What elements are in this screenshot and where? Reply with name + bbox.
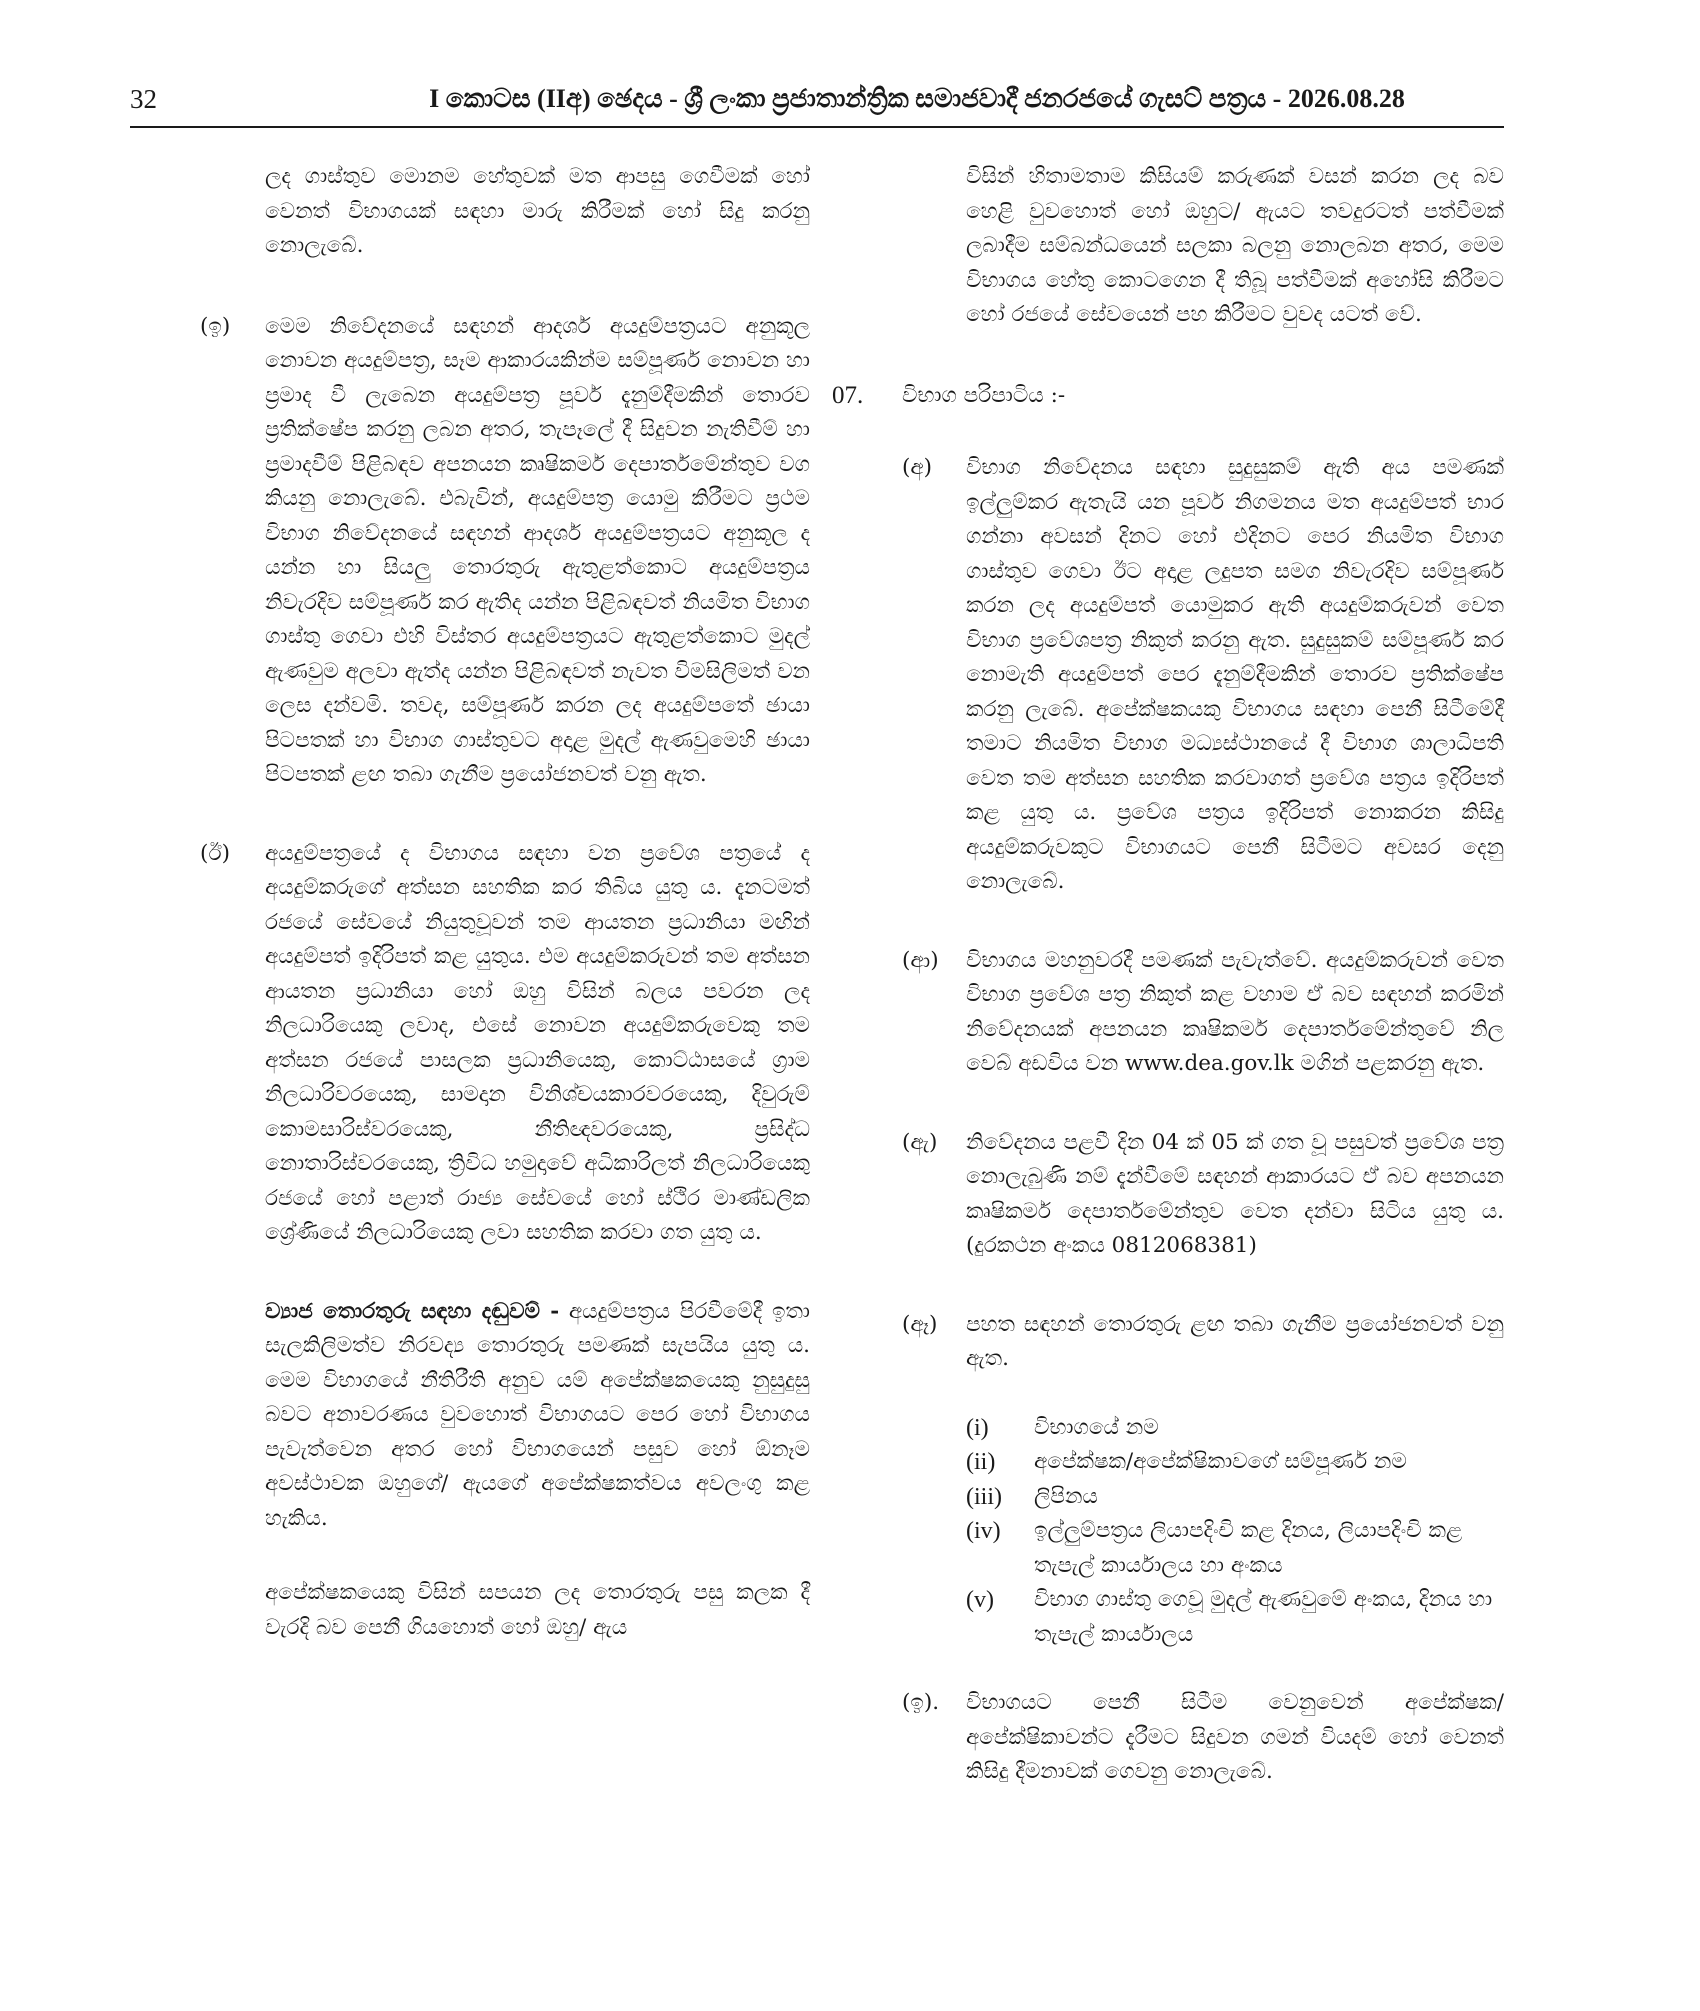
- list-number: (iv): [966, 1518, 1001, 1544]
- clause-ae: [902, 1126, 1504, 1264]
- clause-text: විභාගයට පෙනී සිටීම වෙනුවෙන් අපේක්ෂක/ අපේක්ෂිකාවන්ට දැරීමට සිදුවන ගමන් වියදම් හෝ වෙනත් කිසිදු දීමනාවක් ගෙවනු නොලැබේ.: [966, 1690, 1504, 1784]
- intro-paragraph: ලද ගාස්තුව මොනම හේතුවක් මත ආපසු ගෙවීමක් හෝ වෙනත් විභාගයක් සඳහා මාරු කිරීමක් හෝ සිදු කරනු නොලැබේ.: [265, 164, 810, 258]
- list-item: [966, 1514, 1504, 1583]
- continuation-paragraph: විසින් හිතාමතාම කිසියම් කරුණක් වසන් කරන ලද බව හෙළි වුවහොත් හෝ ඔහුට/ ඇයට තවදුරටත් පත්වීමක් ලබාදීම සම්බන්ධයෙන් සලකා බලනු නොලබන අතර, මෙම විභාගය හේතු කොටගෙන දී තිබූ පත්වීමක් අහෝසි කිරීමට හෝ රජයේ සේවයෙන් පහ කිරීමට වුවද යටත් වේ.: [966, 164, 1504, 327]
- list-item: [966, 1583, 1504, 1652]
- list-text: විභාග ගාස්තු ගෙවූ මුදල් ඇණවුමේ අංකය, දිනය හා තැපැල් කාර්යාලය: [1034, 1587, 1493, 1647]
- clause-text: විභාග නිවේදනය සඳහා සුදුසුකම් ඇති අය පමණක් ඉල්ලුම්කර ඇතැයි යන පූර්ව නිගමනය මත අයදුම්පත් භාර ගන්නා අවසන් දිනට හෝ එදිනට පෙර නියමිත විභාග ගාස්තුව ගෙවා ඊට අදාළ ලදුපත සමග නිවැරදිව සම්පූර්ණ කරන ලද අයදුම්පත් යොමුකර ඇති අයදුම්කරුවන් වෙත විභාග ප්‍රවේශපත්‍ර නිකුත් කරනු ඇත. සුදුසුකම් සම්පූර්ණ කර නොමැති අයදුම්පත් පෙර දැනුම්දීමකින් තොරව ප්‍රතික්ෂේප කරනු ලැබේ. අපේක්ෂකයකු විභාගය සඳහා පෙනී සිටීමේදී තමාට නියමිත විභාග මධ්‍යස්ථානයේ දී විභාග ශාලාධිපති වෙත තම අත්සන සහතික කරවාගත් ප්‍රවේශ පත්‍රය ඉදිරිපත් කළ යුතු ය. ප්‍රවේශ පත්‍රය ඉදිරිපත් නොකරන කිසිදු අයදුම්කරුවකුට විභාගයට පෙනී සිටීමට අවසර දෙනු නොලැබේ.: [966, 455, 1504, 894]
- clause-text: පහත සඳහන් තොරතුරු ළඟ තබා ගැනීම ප්‍රයෝජනවත් වනු ඇත.: [966, 1311, 1504, 1371]
- section-title: විභාග පරිපාටිය :-: [902, 382, 1066, 408]
- list-text: විභාගයේ නම: [1034, 1414, 1159, 1440]
- false-information-paragraph: [265, 1295, 810, 1537]
- list-item: [966, 1445, 1504, 1480]
- section-07: [832, 379, 1504, 414]
- right-column: [832, 160, 1504, 1834]
- paragraph-text: අයදුම්පත්‍රය පිරවීමේදී ඉතා සැලකිලිමත්ව නිරවද්‍ය තොරතුරු පමණක් සැපයිය යුතු ය. මෙම විභාගයේ නීතිරීති අනුව යම් අපේක්ෂකයෙකු නුසුදුසු බවට අනාවරණය වුවහොත් විභාගයට පෙර හෝ විභාගය පැවැත්වෙන අතර හෝ විභාගයෙන් පසුව හෝ ඕනෑම අවස්ථාවක ඔහුගේ/ ඇයගේ අපේක්ෂකත්වය අවලංගු කළ හැකිය.: [265, 1298, 810, 1531]
- paragraph-heading: ව්‍යාජ තොරතුරු සඳහා දඬුවම් -: [265, 1298, 560, 1324]
- clause-aa: [902, 944, 1504, 1082]
- clause-label: (ඉ): [200, 313, 231, 339]
- clause-i: [200, 310, 810, 793]
- clause-label: (ඉ).: [902, 1690, 940, 1715]
- list-number: (v): [966, 1587, 994, 1613]
- gazette-title: I කොටස (IIඅ) ඡෙදය - ශ්‍රී ලංකා ප්‍රජාතාන්ත්‍රික සමාජවාදී ජනරජයේ ගැසට් පත්‍රය - 2026.08.28: [429, 84, 1405, 113]
- candidate-false-info-paragraph: අපේක්ෂකයෙකු විසින් සපයන ලද තොරතුරු පසු කලක දී වැරදි බව පෙනී ගියහොත් හෝ ඔහු/ ඇය: [265, 1580, 810, 1640]
- clause-label: (ආ): [902, 947, 939, 973]
- clause-text: අයදුම්පත්‍රයේ ද විභාගය සඳහා වන ප්‍රවේශ පත්‍රයේ ද අයදුම්කරුගේ අත්සන සහතික කර තිබිය යුතු ය. දැනටමත් රජයේ සේවයේ නියුතුවූවන් තම ආයතන ප්‍රධානියා මඟින් අයදුම්පත් ඉදිරිපත් කළ යුතුය. එම අයදුම්කරුවන් තම අත්සන ආයතන ප්‍රධානියා හෝ ඔහු විසින් බලය පවරන ලද නිලධාරියෙකු ලවාද, එසේ නොවන අයදුම්කරුවෙකු තම අත්සන රජයේ පාසලක ප්‍රධානියෙකු, කොට්ඨාසයේ ග්‍රාම නිලධාරිවරයෙකු, සාමදාන විනිශ්චයකාරවරයෙකු, දිවුරුම් කොමසාරිස්වරයෙකු, නීතිඥවරයෙකු, ප්‍රසිද්ධ නොතාරිස්වරයෙකු, ත්‍රිවිධ හමුදාවේ අධිකාරිලත් නිලධාරියෙකු රජයේ හෝ පළාත් රාජ්‍ය සේවයේ හෝ ස්ථිර මාණ්ඩලික ශ්‍රේණියේ නිලධාරියෙකු ලවා සහතික කරවා ගත යුතු ය.: [265, 840, 810, 1245]
- list-number: (iii): [966, 1483, 1002, 1510]
- clause-label: (ඊ): [200, 840, 230, 866]
- clause-a: [902, 451, 1504, 900]
- clause-text: විභාගය මහනුවරදී පමණක් පැවැත්වේ. අයදුම්කරුවන් වෙත විභාග ප්‍රවේශ පත්‍ර නිකුත් කළ වහාම ඒ බව සඳහන් කරමින් නිවේදනයක් අපනයන කෘෂිකර්ම දෙපාර්තමේන්තුවේ නිල වෙබ් අඩවිය වන www.dea.gov.lk මගින් පළකරනු ඇත.: [966, 947, 1504, 1076]
- page-header: [130, 78, 1504, 128]
- clause-label: (ඈ): [902, 1311, 938, 1337]
- list-text: ලිපිනය: [1034, 1483, 1098, 1509]
- list-item: [966, 1480, 1504, 1515]
- list-number: (ii): [966, 1449, 996, 1475]
- list-number: (i): [966, 1414, 989, 1441]
- clause-label: (ඇ): [902, 1129, 938, 1155]
- clause-text: මෙම නිවේදනයේ සඳහන් ආදර්ශ අයදුම්පත්‍රයට අනුකූල නොවන අයදුම්පත්‍ර, සෑම ආකාරයකින්ම සම්පූර්ණ නොවන හා ප්‍රමාද වී ලැබෙන අයදුම්පත්‍ර පූර්ව දැනුම්දීමකින් තොරව ප්‍රතික්ෂේප කරනු ලබන අතර, තැපෑලේ දී සිදුවන නැතිවීම් හා ප්‍රමාදවීම් පිළිබඳව අපනයන කෘෂිකර්ම දෙපාර්තමේන්තුව වග කියනු නොලැබේ. එබැවින්, අයදුම්පත්‍ර යොමු කිරීමට ප්‍රථම විභාග නිවේදනයේ සඳහන් ආදර්ශ අයදුම්පත්‍රයට අනුකූල ද යන්න හා සියලු තොරතුරු ඇතුළත්කොට අයදුම්පත්‍රය නිවැරදිව සම්පූර්ණ කර ඇතිද යන්න පිළිබඳවත් නියමිත විභාග ගාස්තු ගෙවා එහි විස්තර අයදුම්පත්‍රයට ඇතුළත්කොට මුදල් ඇණවුම අලවා ඇත්ද යන්න පිළිබඳවත් නැවත විමසිලිමත් වන ලෙස දන්වමි. තවද, සම්පූර්ණ කරන ලද අයදුම්පතේ ඡායා පිටපතක් හා විභාග ගාස්තුවට අදාළ මුදල් ඇණවුමෙහි ඡායා පිටපතක් ළඟ තබා ගැනීම ප්‍රයෝජනවත් වනු ඇත.: [265, 313, 810, 787]
- list-text: අපේක්ෂක/අපේක්ෂිකාවගේ සම්පූර්ණ නම: [1034, 1449, 1407, 1474]
- list-text: ඉල්ලුම්පත්‍රය ලියාපදිංචි කළ දිනය, ලියාපදිංචි කළ තැපැල් කාර්යාලය හා අංකය: [1034, 1518, 1463, 1578]
- clause-text: නිවේදනය පළවී දින 04 ක් 05 ක් ගත වූ පසුවත් ප්‍රවේශ පත්‍ර නොලැබුණි නම් දැන්වීමේ සඳහන් ආකාරයට ඒ බව අපනයන කෘෂිකර්ම දෙපාර්තමේන්තුව වෙත දන්වා සිටිය යුතු ය. (දුරකථන අංකය 0812068381): [966, 1129, 1504, 1258]
- list-item: [966, 1411, 1504, 1446]
- page-number: 32: [130, 84, 157, 114]
- section-number: 07.: [832, 381, 864, 409]
- left-column: [200, 160, 810, 1691]
- clause-label: (අ): [902, 455, 933, 480]
- clause-ii: [200, 837, 810, 1251]
- clause-aee: [902, 1308, 1504, 1377]
- clause-e: [902, 1686, 1504, 1790]
- information-list: [966, 1411, 1504, 1653]
